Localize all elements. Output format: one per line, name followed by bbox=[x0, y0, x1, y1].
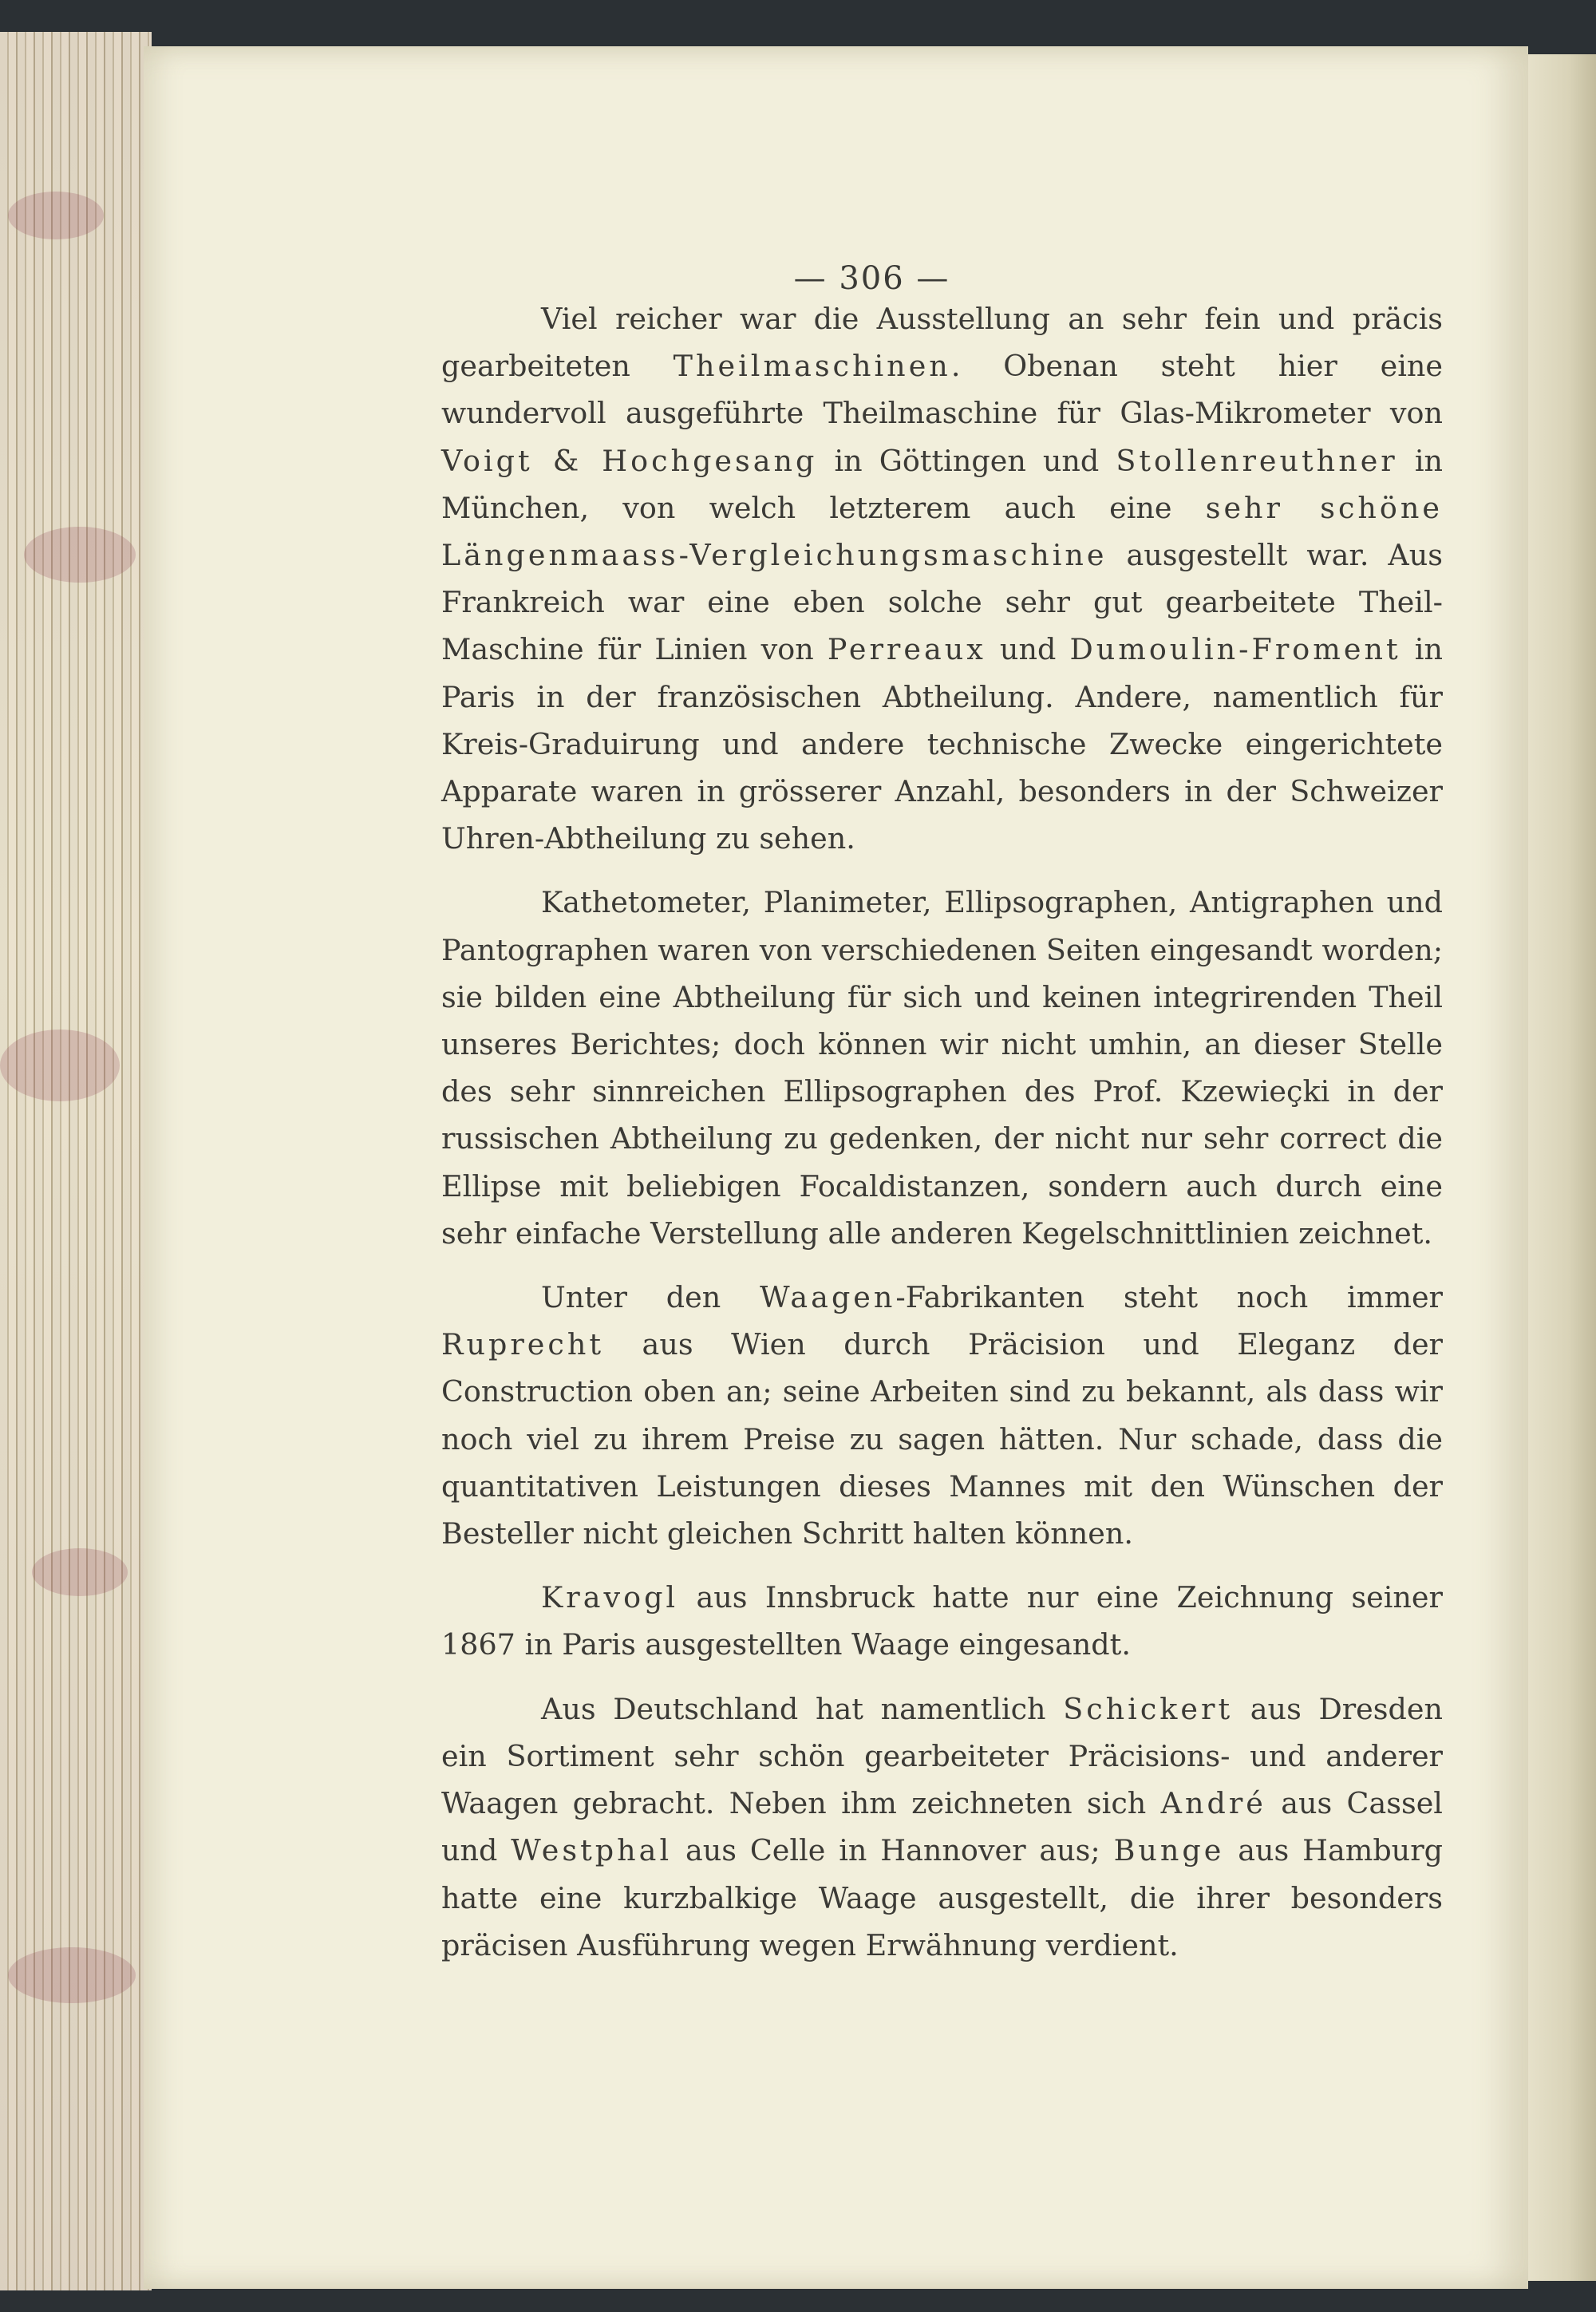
text-run: . Obenan steht hier eine wundervoll ausgeführte Theilmaschine für Glas-Mikrometer von bbox=[441, 349, 1444, 431]
page-right-edge bbox=[1528, 54, 1596, 2281]
text-run: aus Innsbruck hatte nur eine Zeichnung seiner 1867 in Paris ausgestellten Waage eingesandt. bbox=[441, 1580, 1443, 1662]
spaced-name: Stollenreuthner bbox=[1116, 443, 1398, 478]
spaced-name: Theilmaschinen bbox=[673, 349, 951, 384]
edge-stain bbox=[8, 1947, 136, 2003]
text-run: aus Celle in Hannover aus; bbox=[672, 1833, 1114, 1868]
text-run: -Fabrikanten steht noch immer bbox=[895, 1280, 1443, 1315]
spaced-name: Voigt & Hochgesang bbox=[441, 443, 818, 478]
spaced-name: Westphal bbox=[511, 1833, 673, 1868]
spaced-name: Dumoulin-Froment bbox=[1069, 632, 1401, 667]
paragraph bbox=[441, 1574, 1443, 1668]
paragraph bbox=[441, 295, 1443, 862]
text-run: aus Dresden ein Sortiment sehr schön gearbeiteter Präcisions- und anderer Waagen gebracht. Neben ihm zeichneten sich bbox=[441, 1691, 1443, 1821]
text-run: Viel reicher war die Ausstellung an sehr fein und präcis gearbeiteten bbox=[441, 302, 1443, 384]
body-text bbox=[441, 295, 1443, 1969]
spaced-name: Waagen bbox=[760, 1280, 896, 1315]
paragraph bbox=[441, 1274, 1443, 1557]
text-run: aus Hamburg hatte eine kurzbalkige Waage ausgestellt, die ihrer besonders präcisen Ausführung wegen Erwähnung verdient. bbox=[441, 1833, 1444, 1962]
text-run: ausgestellt war. Aus Frankreich war eine eben solche sehr gut gearbeitete Theil-Maschine für Linien von bbox=[441, 538, 1443, 667]
text-run: aus Cassel und bbox=[441, 1786, 1443, 1868]
spaced-name: Bunge bbox=[1113, 1833, 1225, 1868]
spaced-name: sehr schöne Längenmaass-Vergleichungsmaschine bbox=[441, 490, 1444, 573]
edge-stain bbox=[32, 1548, 128, 1596]
text-run: Aus Deutschland hat namentlich bbox=[541, 1691, 1064, 1726]
text-run: und bbox=[986, 632, 1070, 667]
edge-stain bbox=[8, 192, 104, 239]
edge-stain bbox=[24, 527, 136, 583]
paragraph bbox=[441, 1686, 1443, 1969]
spaced-name: Schickert bbox=[1063, 1691, 1234, 1726]
spaced-name: Perreaux bbox=[827, 632, 986, 667]
text-run: Kathetometer, Planimeter, Ellipsographen, Antigraphen und Pantographen waren von verschiedenen Seiten eingesandt worden; sie bilden eine Abtheilung für sich und keinen integrirenden Theil unseres Berichtes; doch können wir nicht umhin, an dieser Stelle des sehr sinnreichen Ellipsographen des Prof. Kzewieçki in der russischen Abtheilung zu gedenken, der nicht nur sehr correct die Ellipse mit beliebigen Focaldistanzen, sondern auch durch eine sehr einfache Verstellung alle anderen Kegelschnittlinien zeichnet. bbox=[441, 885, 1443, 1251]
spaced-name: Ruprecht bbox=[441, 1327, 605, 1362]
paragraph bbox=[441, 879, 1443, 1257]
page-stack-edges bbox=[0, 32, 152, 2290]
text-run: in München, von welch letzterem auch eine bbox=[441, 443, 1443, 525]
text-run: aus Wien durch Präcision und Eleganz der Construction oben an; seine Arbeiten sind zu bekannt, als dass wir noch viel zu ihrem Preise zu sagen hätten. Nur schade, dass die quantitativen Leistungen dieses Mannes mit den Wünschen der Besteller nicht gleichen Schritt halten können. bbox=[441, 1327, 1443, 1551]
text-run: Unter den bbox=[541, 1280, 760, 1315]
text-run: in Göttingen und bbox=[817, 443, 1116, 478]
spaced-name: Kravogl bbox=[541, 1580, 679, 1615]
edge-stain bbox=[0, 1030, 120, 1101]
page-number: — 306 — bbox=[793, 260, 950, 297]
text-run: in Paris in der französischen Abtheilung. Andere, namentlich für Kreis-Graduirung und andere technische Zwecke eingerichtete Apparate waren in grösserer Anzahl, besonders in der Schweizer Uhren-Abtheilung zu sehen. bbox=[441, 632, 1443, 856]
spaced-name: André bbox=[1160, 1786, 1266, 1821]
